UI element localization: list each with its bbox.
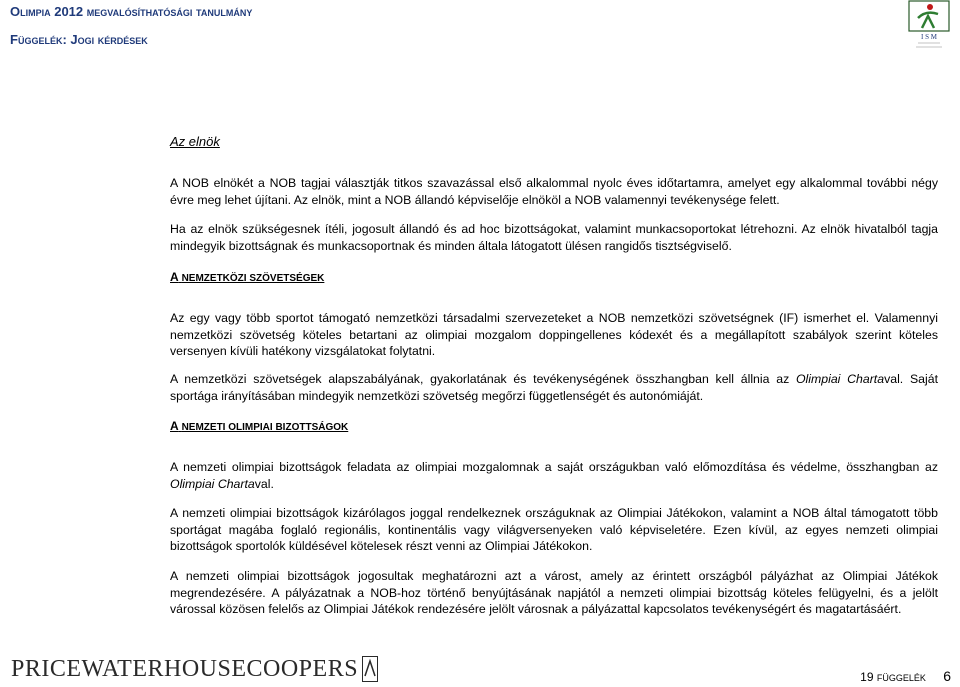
- page-number: 6: [943, 668, 951, 684]
- text-fragment: A nemzeti olimpiai bizottságok feladata az olimpiai mozgalomnak a saját országukban való előmozdítása és védelme, összhangban az: [170, 460, 938, 474]
- paragraph-elnok-2: Ha az elnök szükségesnek ítéli, jogosult állandó és ad hoc bizottságokat, valamint munkacsoportokat létrehozni. Az elnök hivatalból tagja mindegyik bizottságnak és munkacsoportnak és minden általa látogatott ülésen rangidős tisztségviselő.: [170, 222, 938, 253]
- text-fragment: val.: [254, 476, 274, 491]
- text-fragment: A nemzetközi szövetségek alapszabályának, gyakorlatának és tevékenységének összhangban kell állnia az: [170, 372, 796, 386]
- paragraph-nemzeti-3: A nemzeti olimpiai bizottságok jogosultak meghatározni azt a várost, amely az érintett országból pályázhat az Olimpiai Játékok megrendezésére. A pályázatnak a NOB-hoz történő benyújtásának napjától a nemzeti olimpiai bizottság köteles felügyelni, és a jelölt várossal közösen felelős az Olimpiai Játékok rendezésére jelölt városnak a pályázattal kapcsolatos tevékenységért és magatartásáért.: [170, 569, 938, 616]
- text-fragment: val. Saját sportága irányításában mindegyik nemzetközi szövetség megőrzi függetlenségét és autonómiáját.: [170, 372, 938, 403]
- ism-logo: [908, 0, 950, 50]
- pwc-logo: [11, 655, 378, 683]
- section-heading-elnok: Az elnök: [170, 134, 220, 149]
- footer-section-label: FÜGGELÉK: [876, 673, 926, 683]
- section-heading-nemzetkozi: [170, 270, 324, 284]
- section-heading-nemzeti: [170, 419, 348, 433]
- emphasis-charta: Olimpiai Charta: [795, 372, 885, 386]
- emphasis-charta: Olimpiai Charta: [170, 476, 255, 491]
- ism-logo-text: I S M: [921, 33, 937, 41]
- heading-initial: A: [170, 419, 179, 433]
- paragraph-nemzeti-2: A nemzeti olimpiai bizottságok kizárólagos joggal rendelkeznek országuknak az Olimpiai Játékokon, valamint a NOB által támogatott több sportágat magába foglaló regionális, kontinentális vagy világversenyeken való képviseletére. Ezen kívül, az egyes nemzeti olimpiai bizottságok sportolók küldésével kötelesek részt venni az Olimpiai Játékokon.: [170, 506, 938, 553]
- heading-rest: NEMZETKÖZI SZÖVETSÉGEK: [181, 273, 325, 284]
- paragraph-nemzetkozi-1: Az egy vagy több sportot támogató nemzetközi társadalmi szervezeteket a NOB nemzetközi szövetségnek (IF) ismerhet el. Valamennyi nemzetközi szövetség köteles betartani az olimpiai mozgalom doppingellenes kódexét és a megállapított szabályok szerint köteles versenyen kívüli hatékony vizsgálatokat folytatni.: [170, 311, 938, 358]
- page-footer: [860, 668, 951, 684]
- paragraph-nemzeti-1: [170, 459, 938, 492]
- footer-section-number: 19: [860, 670, 874, 684]
- document-header-title: Olimpia 2012 megvalósíthatósági tanulmány: [10, 4, 253, 19]
- document-header-subtitle: Függelék: Jogi kérdések: [10, 32, 148, 47]
- pwc-emblem-icon: [362, 656, 378, 682]
- paragraph-elnok-1: A NOB elnökét a NOB tagjai választják titkos szavazással első alkalommal nyolc éves időtartamra, amelyet egy alkalommal további négy évre meg lehet újítani. Az elnök, mint a NOB állandó képviselője elnököl a NOB valamennyi tevékenysége felett.: [170, 176, 938, 207]
- heading-rest: NEMZETI OLIMPIAI BIZOTTSÁGOK: [181, 422, 349, 433]
- pwc-logo-text: PRICEWATERHOUSECOOPERS: [11, 655, 359, 682]
- heading-initial: A: [170, 270, 179, 284]
- paragraph-nemzetkozi-2: [170, 371, 938, 404]
